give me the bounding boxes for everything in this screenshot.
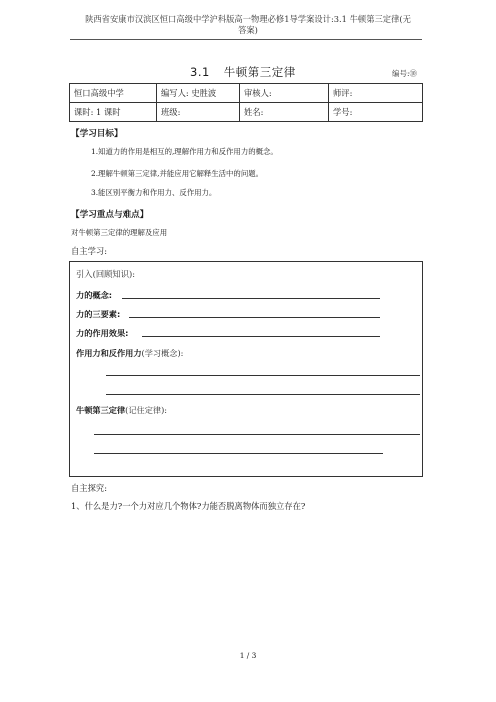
title-text: 牛顿第三定律 [223, 65, 296, 79]
newton-label-text: 牛顿第三定律 [76, 405, 126, 415]
newton-note: (记住定律): [125, 405, 168, 415]
elements-label: 力的三要素: [76, 309, 121, 319]
self-study-heading: 自主学习: [71, 246, 107, 256]
table-cell: 课时: 1 课时 [70, 103, 157, 122]
explore-heading: 自主探究: [71, 483, 107, 493]
newton-blank-1[interactable] [94, 434, 420, 435]
header-rule [70, 39, 422, 40]
newton-label [76, 405, 167, 416]
goal-item: 3.能区别平衡力和作用力、反作用力。 [91, 188, 217, 197]
concept-label: 力的概念: [76, 290, 113, 300]
goals-heading: 【学习目标】 [71, 129, 123, 139]
table-row [70, 103, 423, 122]
doc-number: 编号:⑩ [392, 69, 418, 78]
table-row [70, 84, 423, 103]
table-cell: 姓名: [240, 103, 329, 122]
page-title [190, 64, 296, 80]
action-label [76, 348, 183, 359]
action-note: (学习概念): [141, 348, 184, 358]
page-number: 1 / 3 [239, 651, 257, 660]
header-line-2: 答案) [238, 25, 258, 35]
table-cell: 审核人: [240, 84, 329, 103]
effect-blank[interactable] [142, 336, 380, 337]
document-header [0, 14, 496, 36]
table-cell: 班级: [157, 103, 240, 122]
action-blank-2[interactable] [106, 394, 420, 395]
concept-blank[interactable] [122, 298, 380, 299]
intro-label: 引入(回顾知识): [76, 269, 136, 279]
table-cell: 编写人: 史胜波 [157, 84, 240, 103]
key-points-heading: 【学习重点与难点】 [71, 210, 149, 220]
table-cell: 师评: [329, 84, 423, 103]
action-blank-1[interactable] [106, 375, 420, 376]
title-number: 3.1 [190, 65, 210, 79]
goal-item: 2.理解牛顿第三定律,并能应用它解释生活中的问题。 [91, 169, 263, 178]
newton-blank-2[interactable] [94, 453, 383, 454]
effect-label: 力的作用效果: [76, 328, 129, 338]
self-study-box [69, 261, 423, 477]
key-points-text: 对牛顿第三定律的理解及应用 [71, 228, 168, 237]
header-line-1: 陕西省安康市汉滨区恒口高级中学沪科版高一物理必修1导学案设计:3.1 牛顿第三定律(无 [85, 14, 411, 24]
table-cell: 恒口高级中学 [70, 84, 157, 103]
explore-question-1: 1、什么是力?一个力对应几个物体?力能否脱离物体而独立存在? [71, 501, 306, 511]
goal-item: 1.知道力的作用是相互的,理解作用力和反作用力的概念。 [91, 147, 278, 156]
info-table [69, 83, 423, 122]
table-cell: 学号: [329, 103, 423, 122]
action-label-text: 作用力和反作用力 [76, 348, 142, 358]
elements-blank[interactable] [129, 317, 380, 318]
